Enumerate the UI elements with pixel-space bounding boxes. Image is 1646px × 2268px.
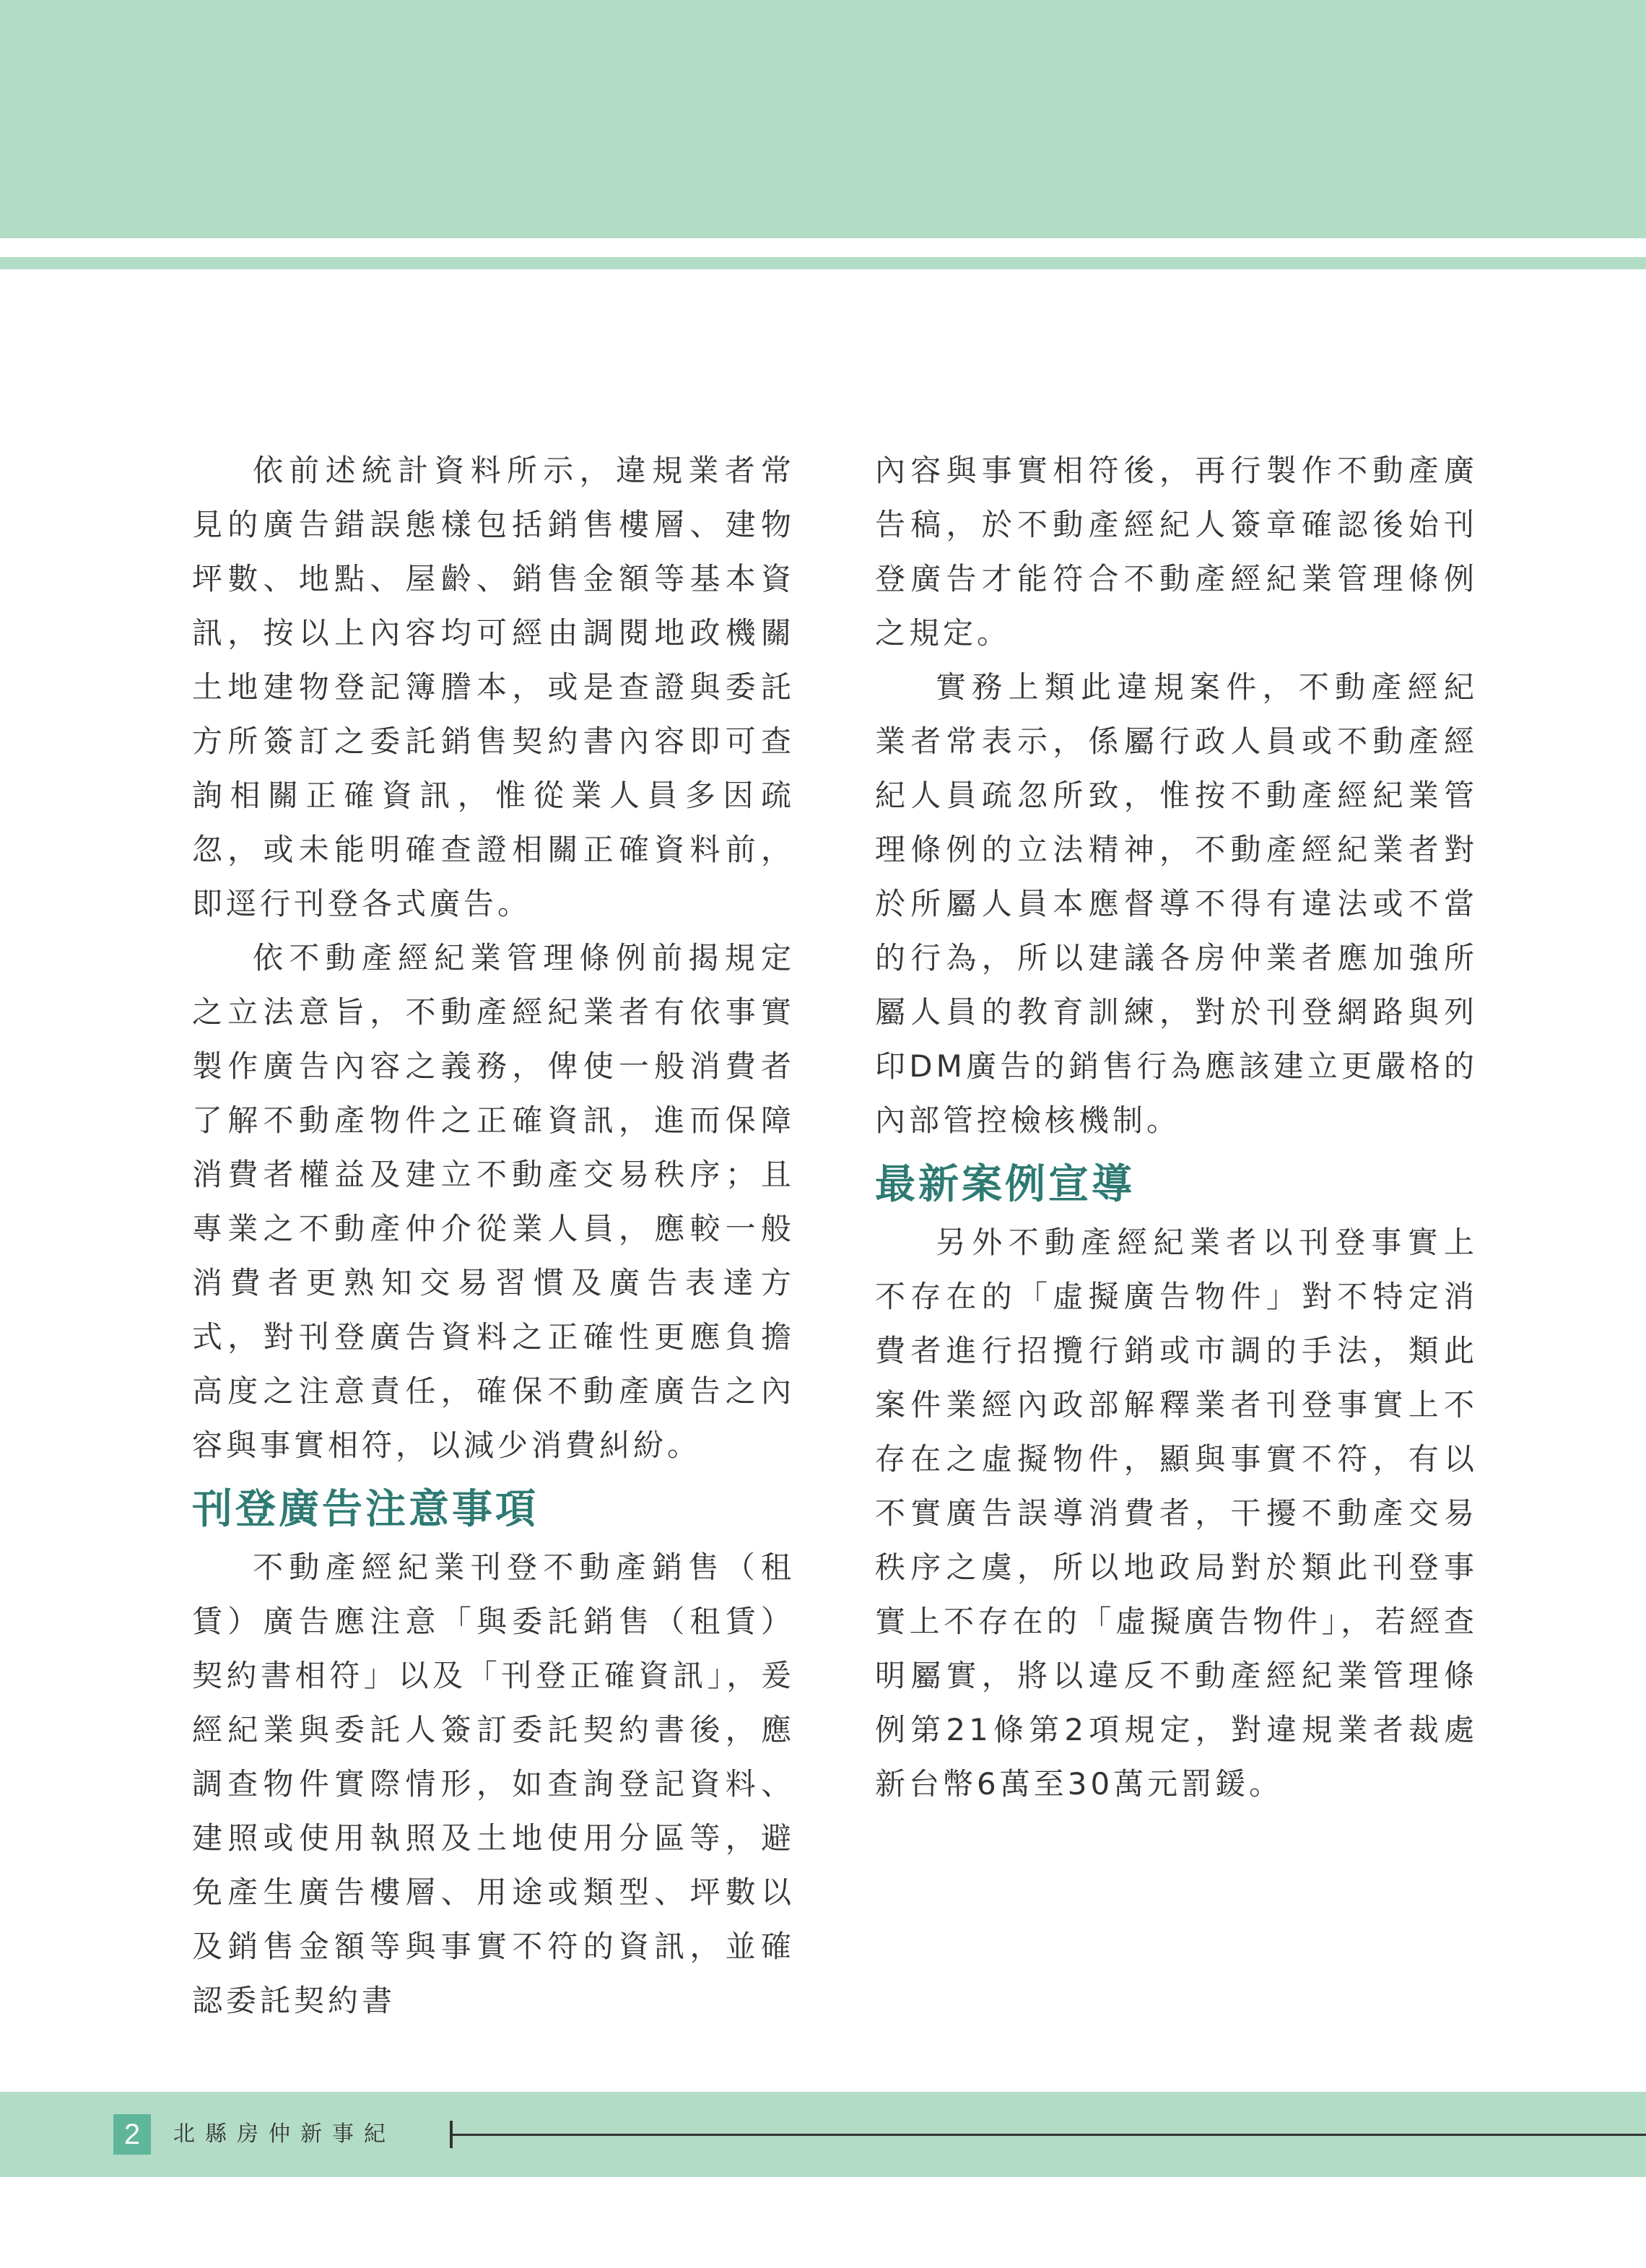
header-stripe: [0, 257, 1646, 269]
left-column: [192, 443, 795, 2028]
left-paragraph-3: 不動產經紀業刊登不動產銷售（租賃）廣告應注意「與委託銷售（租賃）契約書相符」以及「刊登正確資訊」，爰經紀業與委託人簽訂委託契約書後，應調查物件實際情形，如查詢登記資料、建照或使用執照及土地使用分區等，避免產生廣告樓層、用途或類型、坪數以及銷售金額等與事實不符的資訊，並確認委託契約書: [192, 1550, 795, 2018]
page-number: 2: [113, 2114, 151, 2155]
footer-rule: [453, 2134, 1646, 2136]
section-heading-ad-notes: 刊登廣告注意事項: [192, 1486, 539, 1533]
left-paragraph-2: 依不動產經紀業管理條例前揭規定之立法意旨，不動產經紀業者有依事實製作廣告內容之義務，俾使一般消費者了解不動產物件之正確資訊，進而保障消費者權益及建立不動產交易秩序；且專業之不動產仲介從業人員，應較一般消費者更熟知交易習慣及廣告表達方式，對刊登廣告資料之正確性更應負擔高度之注意責任，確保不動產廣告之內容與事實相符，以減少消費糾紛。: [192, 940, 795, 1463]
header-band: [0, 0, 1646, 238]
magazine-title: 北縣房仲新事紀: [173, 2121, 396, 2147]
right-paragraph-2: 實務上類此違規案件，不動產經紀業者常表示，係屬行政人員或不動產經紀人員疏忽所致，惟按不動產經紀業管理條例的立法精神，不動產經紀業者對於所屬人員本應督導不得有違法或不當的行為，所以建議各房仲業者應加強所屬人員的教育訓練，對於刊登網路與列印DM廣告的銷售行為應該建立更嚴格的內部管控檢核機制。: [875, 669, 1478, 1138]
section-heading-latest-cases: 最新案例宣導: [875, 1161, 1135, 1208]
right-paragraph-3: 另外不動產經紀業者以刊登事實上不存在的「虛擬廣告物件」對不特定消費者進行招攬行銷或市調的手法，類此案件業經內政部解釋業者刊登事實上不存在之虛擬物件，顯與事實不符，有以不實廣告誤導消費者，干擾不動產交易秩序之虞，所以地政局對於類此刊登事實上不存在的「虛擬廣告物件」，若經查明屬實，將以違反不動產經紀業管理條例第21條第2項規定，對違規業者裁處新台幣6萬至30萬元罰鍰。: [875, 1225, 1478, 1802]
left-paragraph-1: 依前述統計資料所示，違規業者常見的廣告錯誤態樣包括銷售樓層、建物坪數、地點、屋齡、銷售金額等基本資訊，按以上內容均可經由調閱地政機關土地建物登記簿謄本，或是查證與委託方所簽訂之委託銷售契約書內容即可查詢相關正確資訊，惟從業人員多因疏忽，或未能明確查證相關正確資料前，即逕行刊登各式廣告。: [192, 453, 795, 921]
right-paragraph-1: 內容與事實相符後，再行製作不動產廣告稿，於不動產經紀人簽章確認後始刊登廣告才能符合不動產經紀業管理條例之規定。: [875, 453, 1478, 651]
right-column: [875, 443, 1478, 1811]
